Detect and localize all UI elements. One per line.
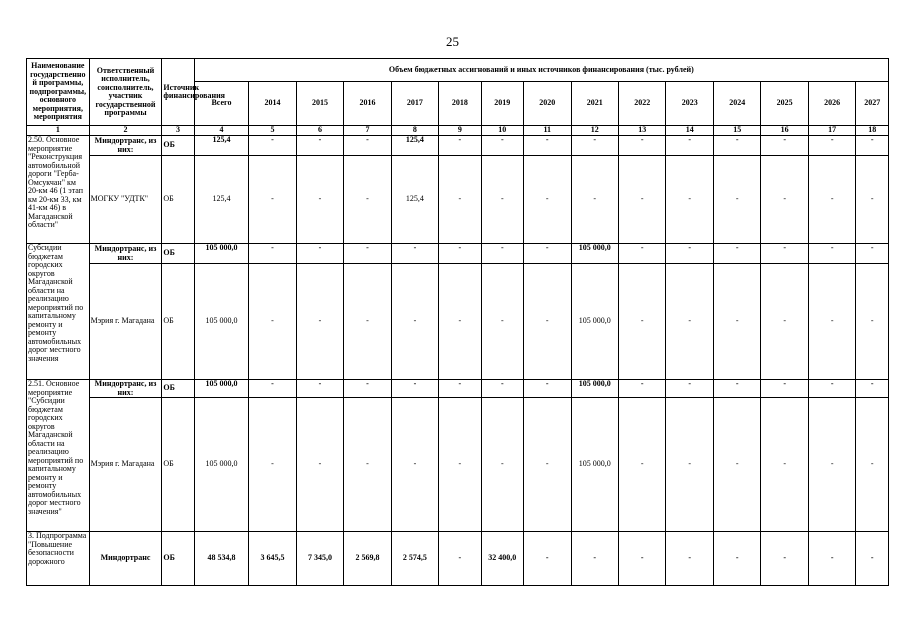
- row-value: -: [713, 136, 760, 156]
- row-source: ОБ: [162, 264, 194, 380]
- row-value: -: [249, 380, 296, 398]
- row-value: -: [391, 380, 438, 398]
- row-name: 2.51. Основное мероприятие "Субсидии бюджетам городских округов Магаданской области на реализацию мероприятий по капитальному ремонту и ремонту автомобильных дорог местного значения": [27, 380, 90, 532]
- row-value: -: [481, 398, 523, 532]
- row-value: -: [856, 156, 889, 244]
- row-value: -: [761, 398, 808, 532]
- row-value: -: [249, 264, 296, 380]
- row-value: -: [439, 264, 481, 380]
- header-year: 2020: [524, 82, 571, 126]
- table-row: [27, 398, 889, 532]
- header-year: 2022: [618, 82, 665, 126]
- row-value: 105 000,0: [194, 380, 249, 398]
- row-value: -: [856, 264, 889, 380]
- row-value: 105 000,0: [571, 244, 618, 264]
- row-name: Субсидии бюджетам городских округов Магаданской области на реализацию мероприятий по капитальному ремонту и ремонту автомобильных дорог местного значения: [27, 244, 90, 380]
- column-number: 15: [713, 126, 760, 136]
- row-value: -: [666, 136, 713, 156]
- column-number: 8: [391, 126, 438, 136]
- header-year: 2015: [296, 82, 343, 126]
- header-source: Источник финансирования: [162, 59, 194, 126]
- table-row: [27, 156, 889, 244]
- row-source: ОБ: [162, 380, 194, 398]
- row-value: -: [481, 380, 523, 398]
- header-financing-group: Объем бюджетных ассигнований и иных источников финансирования (тыс. рублей): [194, 59, 888, 82]
- row-value: -: [439, 532, 481, 586]
- row-value: -: [666, 156, 713, 244]
- row-value: -: [249, 156, 296, 244]
- row-value: -: [666, 532, 713, 586]
- row-value: -: [808, 264, 855, 380]
- row-value: -: [344, 380, 391, 398]
- row-value: -: [439, 398, 481, 532]
- row-value: -: [524, 264, 571, 380]
- row-value: -: [296, 380, 343, 398]
- column-number: 18: [856, 126, 889, 136]
- row-value: -: [524, 398, 571, 532]
- header-total: Всего: [194, 82, 249, 126]
- row-value: -: [713, 264, 760, 380]
- row-value: -: [618, 532, 665, 586]
- row-value: 105 000,0: [571, 398, 618, 532]
- row-value: -: [481, 156, 523, 244]
- column-number: 10: [481, 126, 523, 136]
- row-value: -: [618, 398, 665, 532]
- header-year: 2026: [808, 82, 855, 126]
- row-value: 105 000,0: [194, 264, 249, 380]
- row-value: -: [344, 156, 391, 244]
- row-executor: Миндортранс, из них:: [89, 244, 162, 264]
- row-value: -: [618, 380, 665, 398]
- header-year: 2016: [344, 82, 391, 126]
- header-year: 2014: [249, 82, 296, 126]
- row-executor: Миндортранс: [89, 532, 162, 586]
- row-executor: Миндортранс, из них:: [89, 136, 162, 156]
- column-number: 5: [249, 126, 296, 136]
- row-value: 3 645,5: [249, 532, 296, 586]
- row-value: -: [808, 136, 855, 156]
- column-number: 9: [439, 126, 481, 136]
- row-value: -: [439, 380, 481, 398]
- row-value: -: [391, 264, 438, 380]
- row-value: -: [856, 244, 889, 264]
- row-value: -: [439, 156, 481, 244]
- row-value: -: [344, 264, 391, 380]
- column-number: 17: [808, 126, 855, 136]
- row-value: -: [296, 156, 343, 244]
- row-value: -: [249, 136, 296, 156]
- row-value: -: [761, 532, 808, 586]
- row-value: -: [249, 398, 296, 532]
- column-number: 3: [162, 126, 194, 136]
- header-name: Наименование государственно й программы, подпрограммы, основного мероприятия, мероприятия: [27, 59, 90, 126]
- row-value: 2 569,8: [344, 532, 391, 586]
- row-value: -: [618, 136, 665, 156]
- row-value: -: [808, 532, 855, 586]
- row-value: -: [856, 380, 889, 398]
- row-executor: Миндортранс, из них:: [89, 380, 162, 398]
- column-number: 7: [344, 126, 391, 136]
- row-value: -: [713, 156, 760, 244]
- header-year: 2018: [439, 82, 481, 126]
- row-value: -: [713, 398, 760, 532]
- column-number: 16: [761, 126, 808, 136]
- column-number: 13: [618, 126, 665, 136]
- header-year: 2024: [713, 82, 760, 126]
- row-value: -: [296, 244, 343, 264]
- header-year: 2023: [666, 82, 713, 126]
- row-value: -: [439, 136, 481, 156]
- row-value: -: [439, 244, 481, 264]
- row-value: 125,4: [391, 136, 438, 156]
- row-value: -: [344, 244, 391, 264]
- header-year: 2021: [571, 82, 618, 126]
- row-value: -: [296, 264, 343, 380]
- row-value: -: [524, 380, 571, 398]
- row-source: ОБ: [162, 244, 194, 264]
- row-source: ОБ: [162, 398, 194, 532]
- row-source: ОБ: [162, 136, 194, 156]
- row-value: -: [344, 136, 391, 156]
- row-value: -: [808, 380, 855, 398]
- row-value: -: [296, 136, 343, 156]
- row-value: 105 000,0: [194, 398, 249, 532]
- row-value: -: [761, 264, 808, 380]
- column-number: 12: [571, 126, 618, 136]
- row-value: -: [666, 398, 713, 532]
- row-value: -: [666, 244, 713, 264]
- row-value: 48 534,8: [194, 532, 249, 586]
- row-value: -: [761, 380, 808, 398]
- header-year: 2017: [391, 82, 438, 126]
- page-number: 25: [446, 34, 459, 49]
- row-value: -: [524, 244, 571, 264]
- header-year: 2019: [481, 82, 523, 126]
- row-value: -: [249, 244, 296, 264]
- row-value: 125,4: [391, 156, 438, 244]
- header-year: 2027: [856, 82, 889, 126]
- header-executor: Ответственный исполнитель, соисполнитель, участник государственной программы: [89, 59, 162, 126]
- column-number: 6: [296, 126, 343, 136]
- row-value: -: [618, 264, 665, 380]
- row-value: -: [666, 264, 713, 380]
- row-value: 105 000,0: [571, 380, 618, 398]
- row-value: 125,4: [194, 136, 249, 156]
- row-value: -: [296, 398, 343, 532]
- row-executor: МОГКУ "УДТК": [89, 156, 162, 244]
- row-value: -: [761, 156, 808, 244]
- row-value: -: [391, 244, 438, 264]
- row-value: 32 400,0: [481, 532, 523, 586]
- column-number: 2: [89, 126, 162, 136]
- table-row: [27, 380, 889, 398]
- column-number: 1: [27, 126, 90, 136]
- row-name: 3. Подпрограмма "Повышение безопасности дорожного: [27, 532, 90, 586]
- row-value: -: [524, 156, 571, 244]
- row-value: 105 000,0: [194, 244, 249, 264]
- row-value: 7 345,0: [296, 532, 343, 586]
- row-value: -: [618, 244, 665, 264]
- row-value: -: [713, 380, 760, 398]
- row-value: -: [571, 532, 618, 586]
- row-value: -: [481, 136, 523, 156]
- row-value: 105 000,0: [571, 264, 618, 380]
- row-value: -: [571, 136, 618, 156]
- table-row: [27, 264, 889, 380]
- row-value: -: [856, 398, 889, 532]
- table-row: [27, 244, 889, 264]
- column-number: 4: [194, 126, 249, 136]
- row-value: -: [761, 244, 808, 264]
- row-value: -: [618, 156, 665, 244]
- table-row: [27, 136, 889, 156]
- row-value: -: [808, 156, 855, 244]
- column-number: 11: [524, 126, 571, 136]
- row-source: ОБ: [162, 532, 194, 586]
- row-value: -: [481, 244, 523, 264]
- row-value: -: [713, 532, 760, 586]
- column-number: 14: [666, 126, 713, 136]
- row-value: -: [524, 532, 571, 586]
- row-value: -: [761, 136, 808, 156]
- row-value: -: [856, 532, 889, 586]
- row-value: -: [481, 264, 523, 380]
- row-value: -: [808, 398, 855, 532]
- row-value: -: [344, 398, 391, 532]
- row-executor: Мэрия г. Магадана: [89, 398, 162, 532]
- table-row: [27, 532, 889, 586]
- row-value: -: [856, 136, 889, 156]
- financing-table: [26, 58, 889, 586]
- row-value: -: [713, 244, 760, 264]
- row-source: ОБ: [162, 156, 194, 244]
- row-value: -: [571, 156, 618, 244]
- row-value: 125,4: [194, 156, 249, 244]
- row-value: -: [666, 380, 713, 398]
- row-name: 2.50. Основное мероприятие "Реконструкция автомобильной дороги "Герба-Омсукчан" км 20-км 46 (1 этап км 20-км 33, км 41-км 46) в Магаданской области": [27, 136, 90, 244]
- row-value: 2 574,5: [391, 532, 438, 586]
- row-value: -: [808, 244, 855, 264]
- header-year: 2025: [761, 82, 808, 126]
- row-value: -: [524, 136, 571, 156]
- row-executor: Мэрия г. Магадана: [89, 264, 162, 380]
- row-value: -: [391, 398, 438, 532]
